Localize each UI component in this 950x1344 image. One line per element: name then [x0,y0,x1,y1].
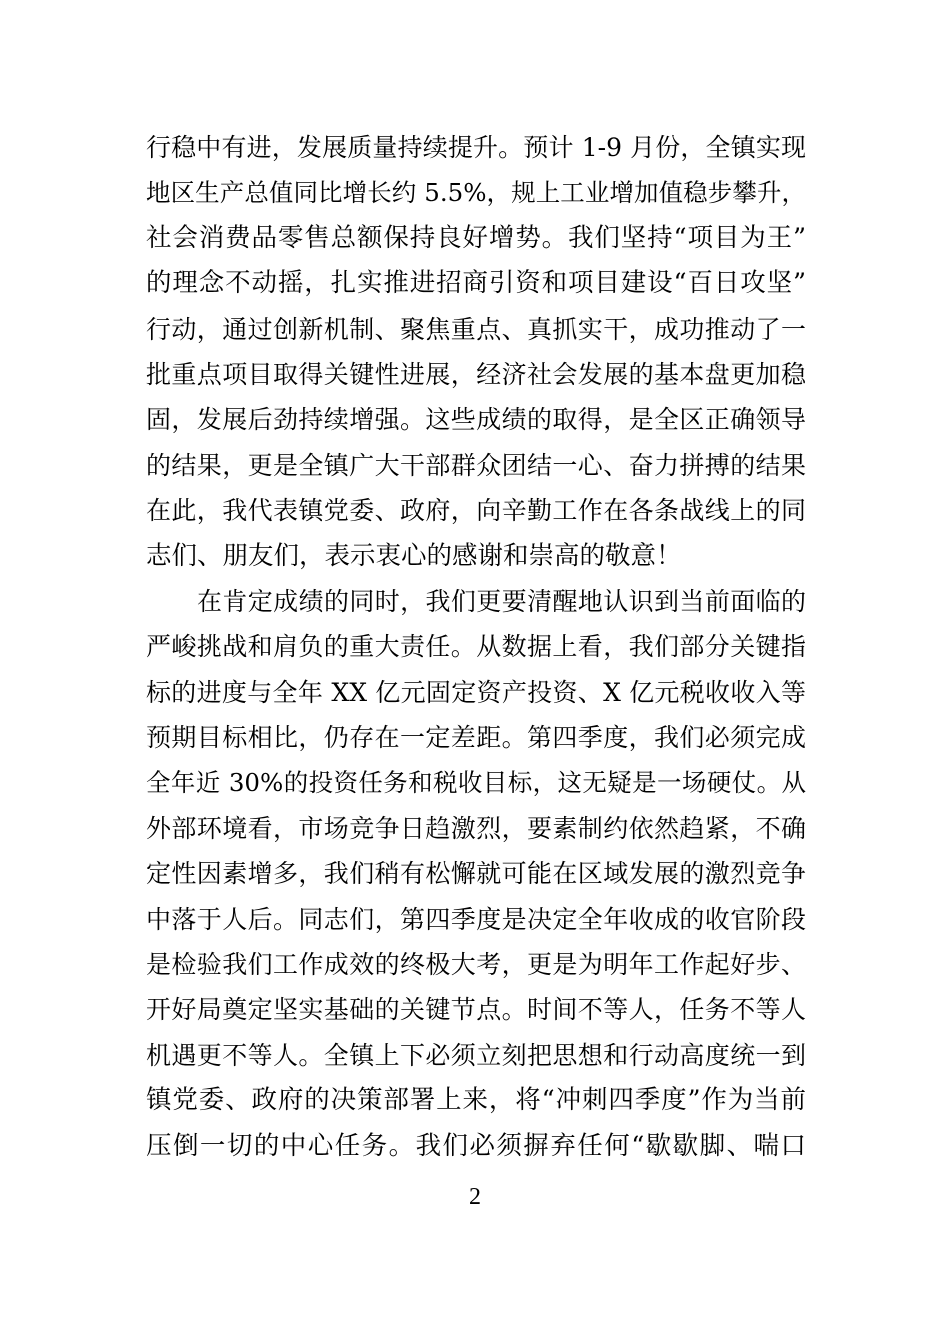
text-line: 地区生产总值同比增长约 5.5%，规上工业增加值稳步攀升， [146,178,806,208]
text-line: 中落于人后。同志们，第四季度是决定全年收成的收官阶段 [146,904,806,934]
text-line: 批重点项目取得关键性进展，经济社会发展的基本盘更加稳 [146,359,806,389]
paragraph-first-line: 在肯定成绩的同时，我们更要清醒地认识到当前面临的 [197,586,806,616]
text-line: 机遇更不等人。全镇上下必须立刻把思想和行动高度统一到 [146,1040,806,1070]
text-line: 开好局奠定坚实基础的关键节点。时间不等人，任务不等人 [146,995,806,1025]
text-line: 固，发展后劲持续增强。这些成绩的取得，是全区正确领导 [146,405,806,435]
text-line: 严峻挑战和肩负的重大责任。从数据上看，我们部分关键指 [146,632,806,662]
text-line: 标的进度与全年 XX 亿元固定资产投资、X 亿元税收收入等 [146,677,806,707]
text-line: 行动，通过创新机制、聚焦重点、真抓实干，成功推动了一 [146,314,806,344]
text-line: 压倒一切的中心任务。我们必须摒弃任何“歇歇脚、喘口 [146,1130,806,1161]
text-line: 在此，我代表镇党委、政府，向辛勤工作在各条战线上的同 [146,496,806,526]
body-text [146,125,806,1169]
text-line: 全年近 30%的投资任务和税收目标，这无疑是一场硬仗。从 [146,768,806,798]
text-line: 镇党委、政府的决策部署上来，将“冲刺四季度”作为当前 [146,1085,806,1116]
text-line: 是检验我们工作成效的终极大考，更是为明年工作起好步、 [146,950,806,980]
text-line: 预期目标相比，仍存在一定差距。第四季度，我们必须完成 [146,723,806,753]
text-line: 行稳中有进，发展质量持续提升。预计 1-9 月份，全镇实现 [146,133,806,162]
text-line: 外部环境看，市场竞争日趋激烈，要素制约依然趋紧，不确 [146,813,806,843]
text-line: 定性因素增多，我们稍有松懈就可能在区域发展的激烈竞争 [146,859,806,889]
text-line: 志们、朋友们，表示衷心的感谢和崇高的敬意！ [146,540,682,571]
text-line: 的理念不动摇，扎实推进招商引资和项目建设“百日攻坚” [146,268,806,299]
page-number: 2 [469,1184,481,1210]
text-line: 社会消费品零售总额保持良好增势。我们坚持“项目为王” [146,222,806,253]
text-line: 的结果，更是全镇广大干部群众团结一心、奋力拼搏的结果 [146,450,806,480]
